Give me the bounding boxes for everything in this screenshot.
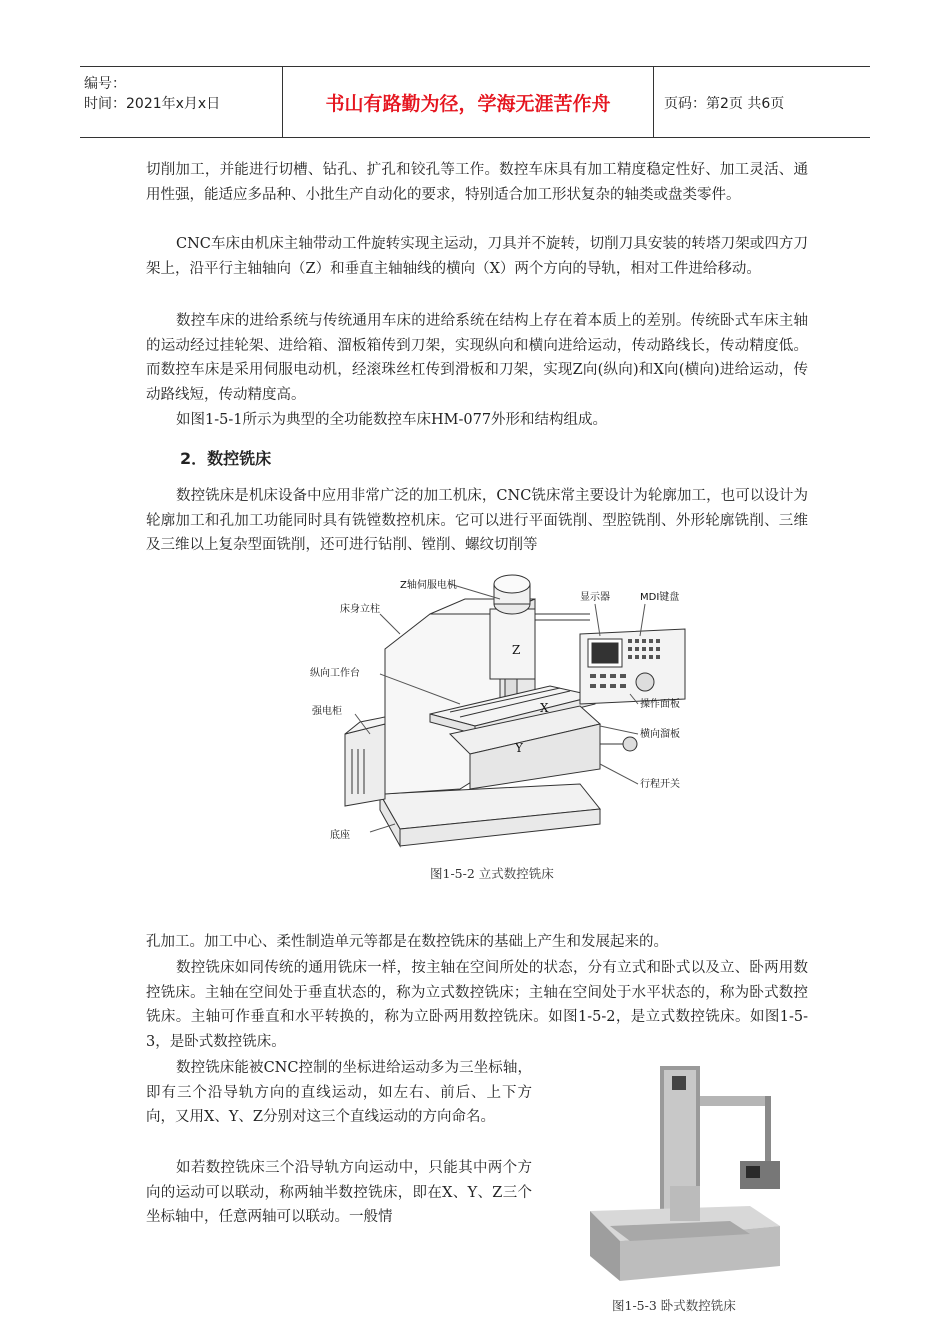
label-mdi: MDI键盘: [640, 592, 680, 603]
page-number-info: 页码：第2页 共6页: [664, 96, 785, 112]
label-display: 显示器: [580, 592, 610, 603]
vertical-milling-machine-figure: [300, 574, 720, 854]
section-heading: 2．数控铣床: [180, 449, 272, 468]
label-switch: 行程开关: [640, 779, 680, 790]
paragraph-7: 数控铣床如同传统的通用铣床一样，按主轴在空间所处的状态，分有立式和卧式以及立、卧两用数控铣床。主轴在空间处于垂直状态的，称为立式数控铣床；主轴在空间处于水平状态的，称为卧式数控铣床。主轴可作垂直和水平转换的，称为立卧两用数控铣床。如图1-5-2，是立式数控铣床。如图1-5-3，是卧式数控铣床。: [146, 960, 808, 1050]
paragraph-8: 数控铣床能被CNC控制的坐标进给运动多为三坐标轴，即有三个沿导轨方向的直线运动，如左右、前后、上下方向，又用X、Y、Z分别对这三个直线运动的方向命名。: [146, 1060, 532, 1125]
paragraph-5: 数控铣床是机床设备中应用非常广泛的加工机床，CNC铣床常主要设计为轮廓加工，也可以设计为轮廓加工和孔加工功能同时具有铣镗数控机床。它可以进行平面铣削、型腔铣削、外形轮廓铣削、三维及三维以上复杂型面铣削，还可进行钻削、镗削、螺纹切削等: [146, 488, 808, 553]
header-motto: 书山有路勤为径，学海无涯苦作舟: [283, 67, 654, 137]
label-base: 底座: [330, 830, 350, 841]
paragraph-2: CNC车床由机床主轴带动工件旋转实现主运动，刀具并不旋转，切削刀具安装的转塔刀架或四方刀架上，沿平行主轴轴向（Z）和垂直主轴轴线的横向（X）两个方向的导轨，相对工件进给移动。: [146, 236, 808, 277]
label-axis-y: Y: [515, 741, 523, 755]
label-table: 纵向工作台: [310, 668, 360, 679]
label-panel: 操作面板: [640, 699, 680, 710]
figure-2-caption: 图1-5-3 卧式数控铣床: [612, 1298, 736, 1313]
label-column: 床身立柱: [340, 604, 380, 615]
paragraph-6: 孔加工。加工中心、柔性制造单元等都是在数控铣床的基础上产生和发展起来的。: [146, 934, 668, 950]
label-z-motor: Z轴伺服电机: [400, 580, 457, 591]
label-cabinet: 强电柜: [312, 706, 342, 717]
label-slide: 横向溜板: [640, 729, 680, 740]
document-number-label: 编号：: [84, 76, 126, 92]
paragraph-3: 数控车床的进给系统与传统通用车床的进给系统在结构上存在着本质上的差别。传统卧式车床主轴的运动经过挂轮架、进给箱、溜板箱传到刀架，实现纵向和横向进给运动，传动路线长，传动精度低。而数控车床是采用伺服电动机，经滚珠丝杠传到滑板和刀架，实现Z向(纵向)和X向(横向)进给运动，传动路线短，传动精度高。: [146, 313, 808, 403]
page-header: [80, 66, 870, 138]
header-meta-cell: [80, 67, 283, 137]
figure-1-caption: 图1-5-2 立式数控铣床: [430, 866, 554, 881]
document-date-label: 时间：2021年x月x日: [84, 96, 221, 112]
paragraph-9: 如若数控铣床三个沿导轨方向运动中，只能其中两个方向的运动可以联动，称两轴半数控铣床，即在X、Y、Z三个坐标轴中，任意两轴可以联动。一般情: [146, 1160, 532, 1225]
label-axis-z: Z: [512, 643, 521, 657]
label-axis-x: X: [540, 701, 549, 715]
paragraph-1: 切削加工，并能进行切槽、钻孔、扩孔和铰孔等工作。数控车床具有加工精度稳定性好、加工灵活、通用性强，能适应多品种、小批生产自动化的要求，特别适合加工形状复杂的轴类或盘类零件。: [146, 162, 808, 203]
paragraph-4: 如图1-5-1所示为典型的全功能数控车床HM-077外形和结构组成。: [176, 412, 608, 428]
horizontal-milling-machine-figure: [580, 1066, 784, 1288]
